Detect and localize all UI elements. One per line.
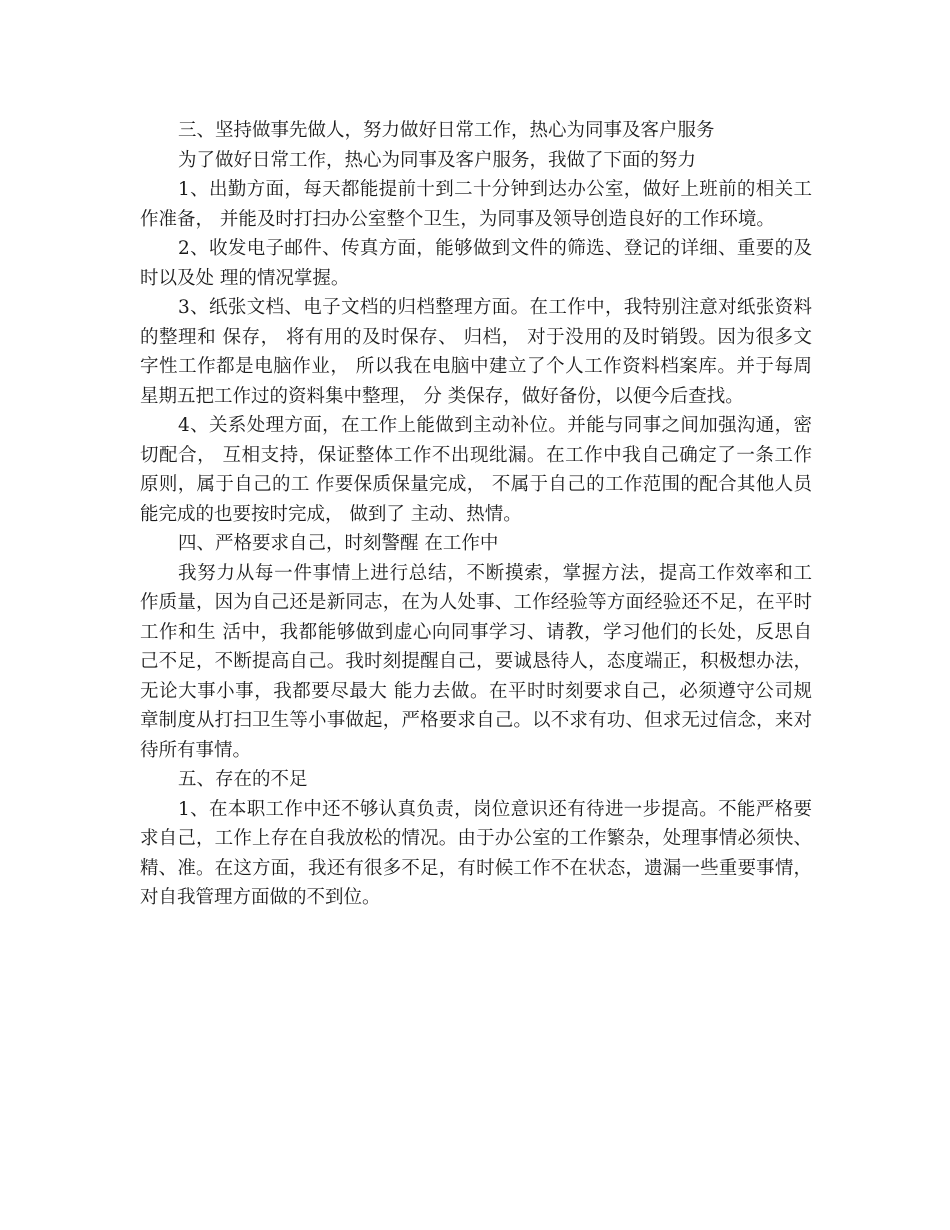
paragraph-line: 己不足，不断提高自己。我时刻提醒自己，要诚恳待人，态度端正，积极想办法， bbox=[140, 651, 812, 672]
paragraph-line: 我努力从每一件事情上进行总结，不断摸索，掌握方法，提高工作效率和工 bbox=[178, 562, 812, 584]
paragraph-line: 能完成的也要按时完成， 做到了 主动、热情。 bbox=[140, 503, 522, 525]
paragraph-line: 工作和生 活中，我都能够做到虚心向同事学习、请教，学习他们的长处，反思自 bbox=[140, 621, 812, 643]
paragraph-line: 字性工作都是电脑作业， 所以我在电脑中建立了个人工作资料档案库。并于每周 bbox=[140, 356, 812, 377]
paragraph-line: 求自己，工作上存在自我放松的情况。由于办公室的工作繁杂，处理事情必须快、 bbox=[140, 828, 812, 849]
paragraph-line: 时以及处 理的情况掌握。 bbox=[140, 267, 350, 289]
paragraph-line: 对自我管理方面做的不到位。 bbox=[140, 887, 381, 908]
paragraph-line: 作准备， 并能及时打扫办公室整个卫生，为同事及领导创造良好的工作环境。 bbox=[140, 208, 775, 230]
paragraph-line: 作质量，因为自己还是新同志，在为人处事、工作经验等方面经验还不足，在平时 bbox=[140, 592, 812, 613]
paragraph-line: 的整理和 保存， 将有用的及时保存、 归档， 对于没用的及时销毁。因为很多文 bbox=[140, 326, 812, 348]
paragraph-line: 4、关系处理方面，在工作上能做到主动补位。并能与同事之间加强沟通，密 bbox=[178, 415, 812, 436]
paragraph-line: 切配合， 互相支持，保证整体工作不出现纰漏。在工作中我自己确定了一条工作 bbox=[140, 444, 812, 466]
paragraph-line: 待所有事情。 bbox=[140, 739, 252, 761]
section-heading-5: 五、存在的不足 bbox=[178, 769, 308, 790]
paragraph-line: 无论大事小事，我都要尽最大 能力去做。在平时时刻要求自己，必须遵守公司规 bbox=[140, 680, 812, 702]
paragraph-line: 原则，属于自己的工 作要保质保量完成， 不属于自己的工作范围的配合其他人员 bbox=[140, 474, 812, 495]
paragraph-line: 章制度从打扫卫生等小事做起，严格要求自己。以不求有功、但求无过信念，来对 bbox=[140, 710, 812, 731]
paragraph-line: 1、出勤方面，每天都能提前十到二十分钟到达办公室，做好上班前的相关工 bbox=[178, 179, 812, 200]
section-heading-3: 三、坚持做事先做人，努力做好日常工作，热心为同事及客户服务 bbox=[178, 120, 715, 141]
paragraph-line: 2、收发电子邮件、传真方面，能够做到文件的筛选、登记的详细、重要的及 bbox=[178, 238, 812, 259]
paragraph-line: 为了做好日常工作，热心为同事及客户服务，我做了下面的努力 bbox=[178, 149, 697, 171]
section-heading-4: 四、严格要求自己，时刻警醒 在工作中 bbox=[178, 533, 499, 554]
paragraph-line: 1、在本职工作中还不够认真负责，岗位意识还有待进一步提高。不能严格要 bbox=[178, 798, 812, 820]
paragraph-line: 精、准。在这方面，我还有很多不足，有时候工作不在状态，遗漏一些重要事情， bbox=[140, 857, 812, 879]
document-body bbox=[140, 116, 812, 913]
paragraph-line: 星期五把工作过的资料集中整理， 分 类保存，做好备份，以便今后查找。 bbox=[140, 385, 744, 407]
paragraph-line: 3、纸张文档、电子文档的归档整理方面。在工作中，我特别注意对纸张资料 bbox=[178, 297, 812, 318]
